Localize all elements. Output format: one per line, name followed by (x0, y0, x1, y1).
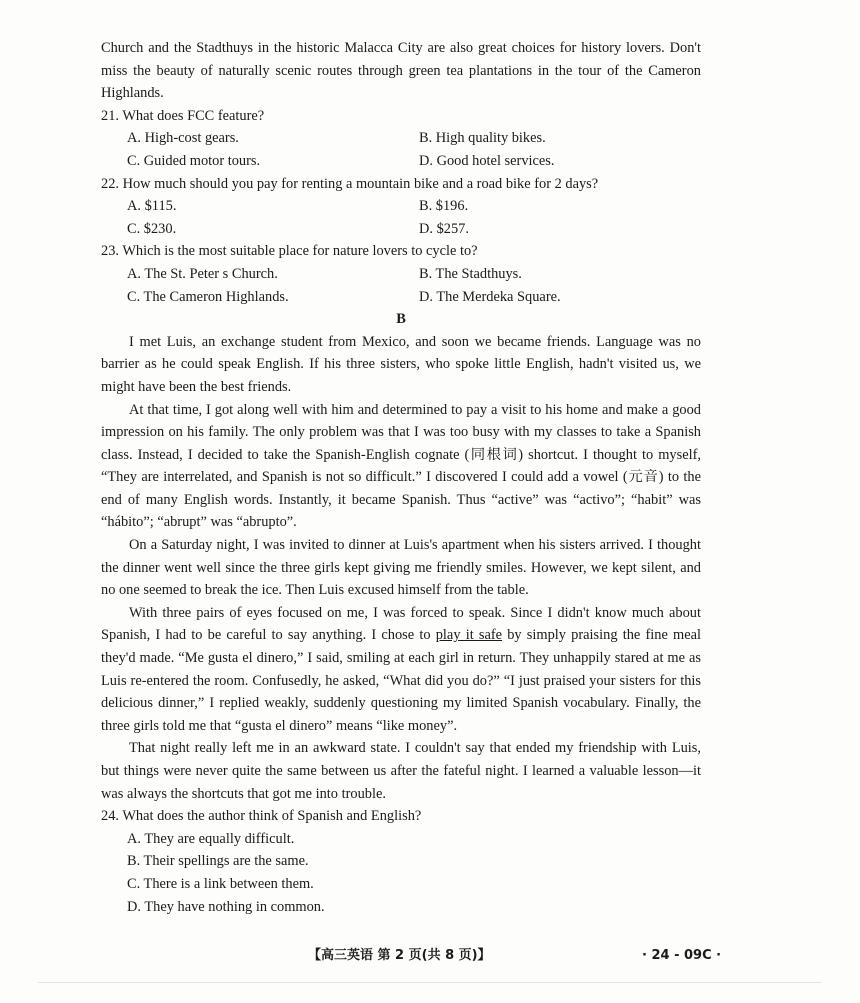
question-24-stem: 24. What does the author think of Spanish and English? (101, 808, 422, 825)
option-24-c[interactable]: C. There is a link between them. (127, 875, 314, 892)
question-22-options (101, 195, 701, 240)
option-22-c[interactable]: C. $230. (127, 220, 177, 237)
option-21-d[interactable]: D. Good hotel services. (419, 152, 555, 169)
footer-exam-code: · 24 - 09C · (642, 948, 722, 963)
option-24-b[interactable]: B. Their spellings are the same. (127, 853, 309, 870)
option-21-c[interactable]: C. Guided motor tours. (127, 152, 261, 169)
footer-page-label: 【高三英语 第 2 页(共 8 页)】 (308, 948, 491, 963)
option-21-b[interactable]: B. High quality bikes. (419, 130, 546, 147)
underlined-phrase: play it safe (435, 627, 503, 644)
paragraph-4-text-before: With three pairs of eyes focused on me, I was forced to speak. Since I didn't know much about Spanish, I had to be careful to say anything. I chose to (101, 604, 701, 644)
option-24-d[interactable]: D. They have nothing in common. (127, 898, 325, 915)
option-22-d[interactable]: D. $257. (419, 220, 469, 237)
option-24-a[interactable]: A. They are equally difficult. (127, 830, 295, 847)
bottom-divider (38, 982, 822, 983)
question-23-stem: 23. Which is the most suitable place for nature lovers to cycle to? (101, 243, 478, 260)
option-21-a[interactable]: A. High-cost gears. (127, 130, 239, 147)
option-22-a[interactable]: A. $115. (127, 198, 177, 215)
question-21-stem: 21. What does FCC feature? (101, 107, 265, 124)
passage-b-paragraph-3: On a Saturday night, I was invited to dinner at Luis's apartment when his sisters arrived. I thought the dinner went well since the three girls kept giving me friendly smiles. However, we kept silent, and no one seemed to break the ice. Then Luis excused himself from the table. (101, 537, 701, 599)
intro-paragraph: Church and the Stadthuys in the historic Malacca City are also great choices for history lovers. Don't miss the beauty of naturally scenic routes through green tea plantations in the tour of the Cameron Highlands. (101, 40, 701, 102)
question-21-options (101, 127, 701, 172)
passage-b-paragraph-2: At that time, I got along well with him and determined to pay a visit to his home and make a good impression on his family. The only problem was that I was too busy with my classes to take a Spanish class. Instead, I decided to take the Spanish-English cognate (同根词) shortcut. I thought to myself, “They are interrelated, and Spanish is not so difficult.” I discovered I could add a vowel (元音) to the end of many English words. Instantly, it became Spanish. Thus “active” was “activo”; “habit” was “hábito”; “abrupt” was “abrupto”. (101, 401, 701, 531)
question-23-options (101, 263, 701, 308)
option-23-d[interactable]: D. The Merdeka Square. (419, 288, 561, 305)
option-22-b[interactable]: B. $196. (419, 198, 469, 215)
question-24-options (101, 828, 701, 918)
passage-b-paragraph-1: I met Luis, an exchange student from Mexico, and soon we became friends. Language was no barrier as he could speak English. If his three sisters, who spoke little English, hadn't visited us, we might have been the best friends. (101, 333, 701, 395)
passage-b-paragraph-5: That night really left me in an awkward state. I couldn't say that ended my friendship with Luis, but things were never quite the same between us after the fateful night. I learned a valuable lesson—it was always the shortcuts that got me into trouble. (101, 740, 701, 802)
option-23-a[interactable]: A. The St. Peter s Church. (127, 265, 278, 282)
paragraph-4-text-after: by simply praising the fine meal they'd made. “Me gusta el dinero,” I said, smiling at each girl in return. They unhappily stared at me as Luis re-entered the room. Confusedly, he asked, “What did you do?” “I just praised your sisters for this delicious dinner,” I replied weakly, suddenly questioning my limited Spanish vocabulary. Finally, the three girls told me that “gusta el dinero” means “like money”. (101, 627, 701, 734)
question-22-stem: 22. How much should you pay for renting a mountain bike and a road bike for 2 days? (101, 175, 599, 192)
passage-b-paragraph-4 (101, 602, 701, 738)
option-23-c[interactable]: C. The Cameron Highlands. (127, 288, 289, 305)
section-b-heading: B (396, 311, 406, 328)
option-23-b[interactable]: B. The Stadthuys. (419, 265, 522, 282)
page-content (101, 37, 701, 918)
